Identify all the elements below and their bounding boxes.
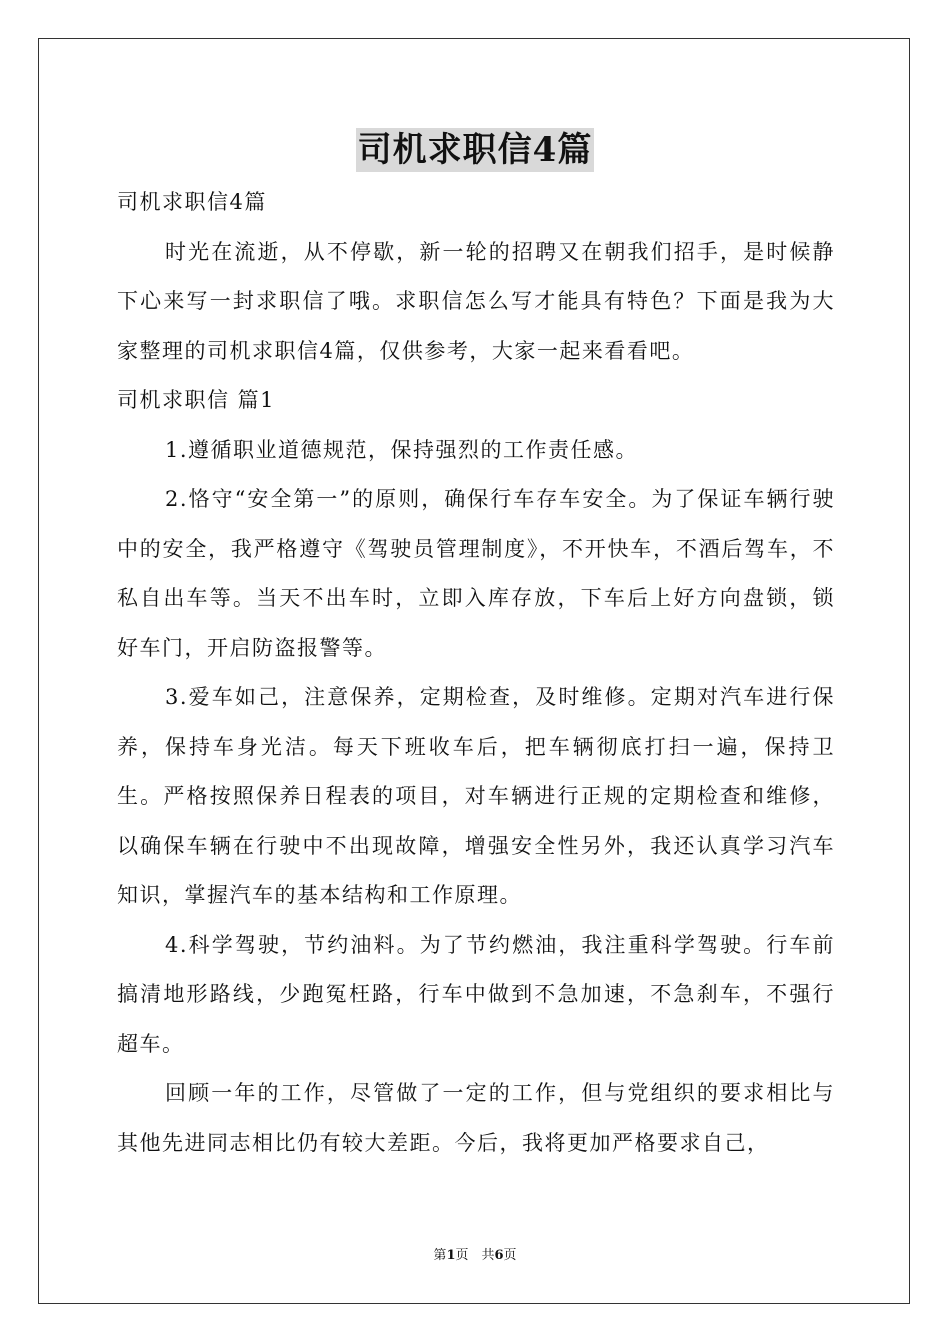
- paragraph-item-2: 2.恪守“安全第一”的原则，确保行车存车安全。为了保证车辆行驶中的安全，我严格遵守《驾驶员管理制度》，不开快车，不酒后驾车，不私自出车等。当天不出车时，立即入库存放，下车后上好方向盘锁，锁好车门，开启防盗报警等。: [117, 487, 835, 660]
- document-body: [117, 178, 835, 1168]
- paragraph-intro: 时光在流逝，从不停歇，新一轮的招聘又在朝我们招手，是时候静下心来写一封求职信了哦。求职信怎么写才能具有特色？下面是我为大家整理的司机求职信4篇，仅供参考，大家一起来看看吧。: [117, 239, 835, 363]
- footer-page-suffix: 页: [503, 1248, 517, 1263]
- footer-page-prefix: 第: [433, 1248, 447, 1263]
- title-wrap: [0, 128, 950, 172]
- page-footer: [0, 1246, 950, 1266]
- footer-page-total: 6: [494, 1248, 504, 1263]
- footer-page-current: 1: [446, 1248, 456, 1263]
- paragraph-item-3: 3.爱车如己，注意保养，定期检查，及时维修。定期对汽车进行保养，保持车身光洁。每天下班收车后，把车辆彻底打扫一遍，保持卫生。严格按照保养日程表的项目，对车辆进行正规的定期检查和维修，以确保车辆在行驶中不出现故障，增强安全性另外，我还认真学习汽车知识，掌握汽车的基本结构和工作原理。: [117, 685, 835, 907]
- paragraph-item-4: 4.科学驾驶，节约油料。为了节约燃油，我注重科学驾驶。行车前搞清地形路线，少跑冤枉路，行车中做到不急加速，不急刹车，不强行超车。: [117, 932, 835, 1056]
- paragraph-section-heading: 司机求职信 篇1: [117, 388, 276, 412]
- paragraph-item-1: 1.遵循职业道德规范，保持强烈的工作责任感。: [165, 437, 639, 462]
- paragraph-review: 回顾一年的工作，尽管做了一定的工作，但与党组织的要求相比与其他先进同志相比仍有较大差距。今后，我将更加严格要求自己，: [117, 1081, 835, 1155]
- document-title: 司机求职信4篇: [357, 130, 593, 170]
- paragraph-subtitle: 司机求职信4篇: [117, 190, 267, 214]
- footer-page-mid: 页 共: [455, 1248, 495, 1263]
